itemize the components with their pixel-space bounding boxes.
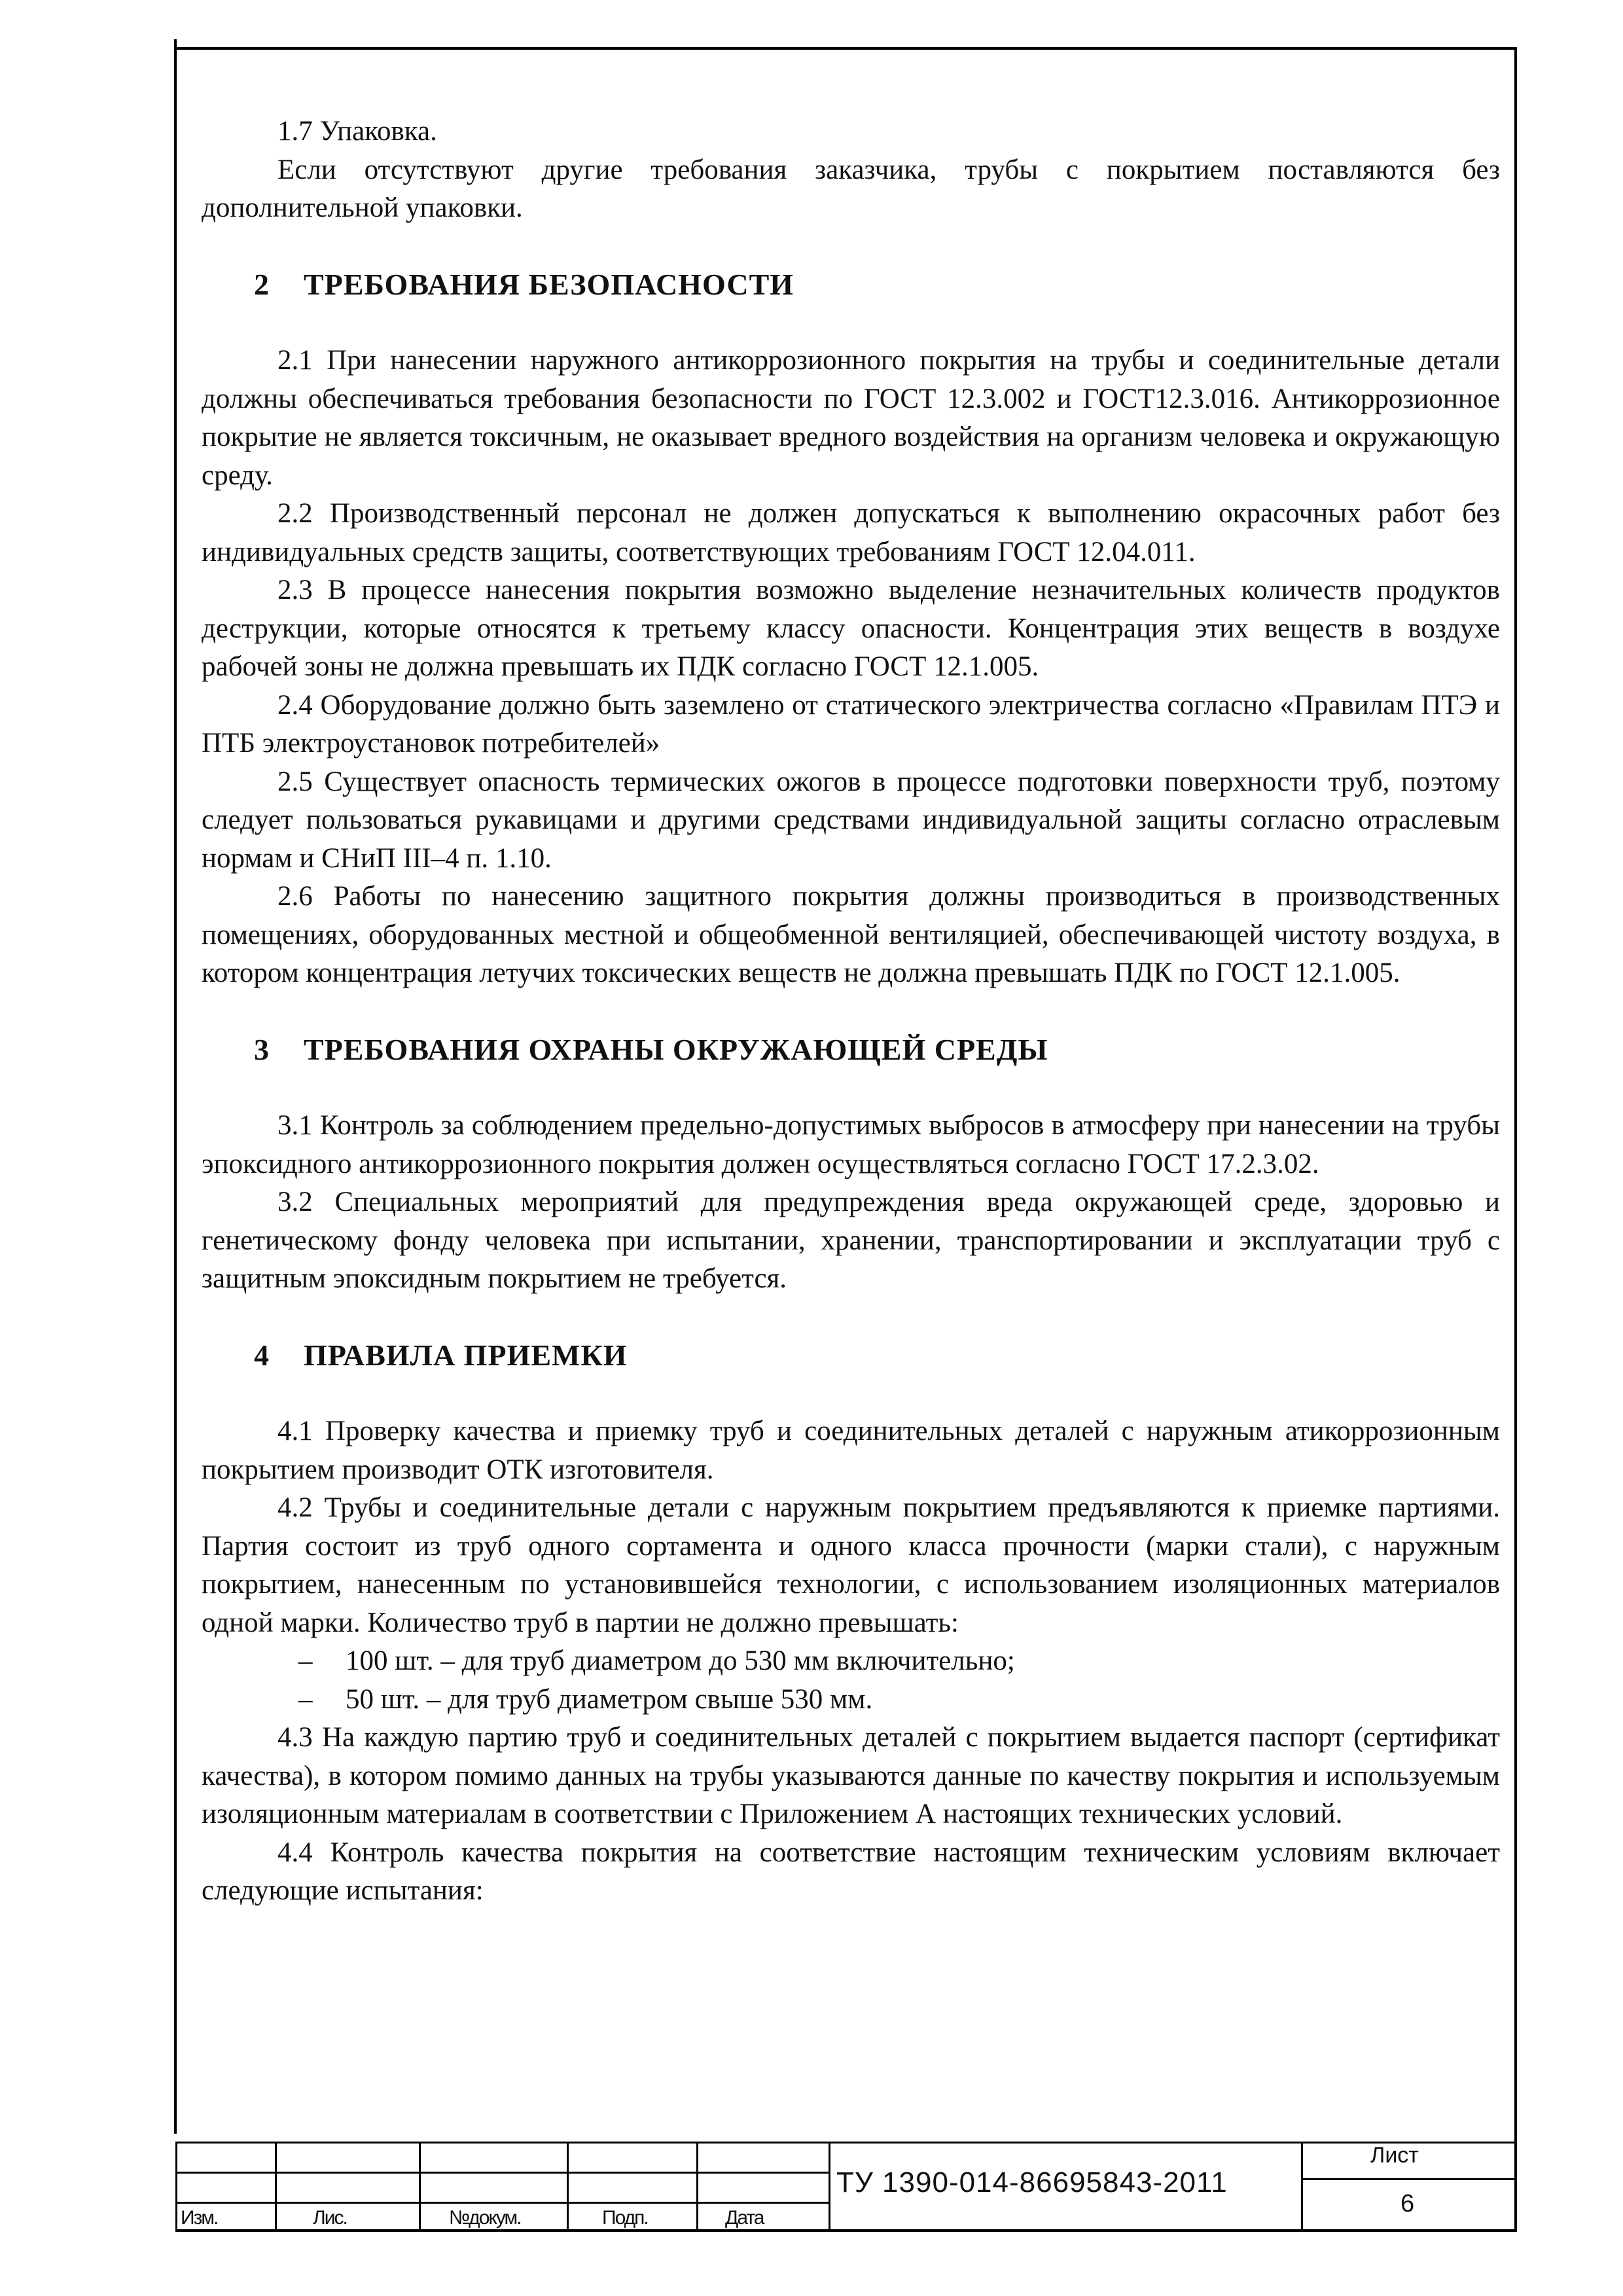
paragraph-4-1: 4.1 Проверку качества и приемку труб и соединительных деталей с наружным атикоррозионным покрытием производит ОТК изготовителя.: [202, 1416, 1500, 1485]
paragraph-2-2: 2.2 Производственный персонал не должен допускаться к выполнению окрасочных работ без индивидуальных средств защиты, соответствующих требованиям ГОСТ 12.04.011.: [202, 498, 1500, 567]
stamp-row-divider: [175, 2202, 830, 2204]
section-title: ТРЕБОВАНИЯ БЕЗОПАСНОСТИ: [304, 267, 794, 301]
stamp-label-docnum: №докум.: [449, 2207, 521, 2229]
stamp-label-change: Изм.: [181, 2207, 218, 2229]
section-heading-safety: [202, 266, 1500, 304]
stamp-col-line: [175, 2142, 177, 2232]
document-body: [202, 113, 1500, 1910]
sheet-number: 6: [1400, 2190, 1415, 2217]
paragraph-2-3: 2.3 В процессе нанесения покрытия возможно выделение незначительных количеств продуктов деструкции, которые относятся к третьему классу опасности. Концентрация этих веществ в воздухе рабочей зоны не должна превышать их ПДК согласно ГОСТ 12.1.005.: [202, 575, 1500, 682]
list-item-text: 50 шт. – для труб диаметром свыше 530 мм.: [346, 1683, 873, 1715]
stamp-col-line: [567, 2142, 569, 2232]
stamp-row-divider: [175, 2172, 830, 2174]
paragraph-2-4: 2.4 Оборудование должно быть заземлено от статического электричества согласно «Правилам ПТЭ и ПТБ электроустановок потребителей»: [202, 689, 1500, 759]
dash-bullet: –: [298, 1645, 313, 1676]
stamp-border-top: [175, 2142, 1517, 2144]
paragraph-4-3: 4.3 На каждую партию труб и соединительных деталей с покрытием выдается паспорт (сертификат качества), в котором помимо данных на трубы указываются данные по качеству покрытия и используемым изоляционным материалам в соответствии с Приложением А настоящих технических условий.: [202, 1722, 1500, 1829]
paragraph-4-4: 4.4 Контроль качества покрытия на соответствие настоящим техническим условиям включает следующие испытания:: [202, 1837, 1500, 1906]
document-number: ТУ 1390-014-86695843-2011: [836, 2166, 1228, 2198]
stamp-label-sheet: Лис.: [313, 2207, 347, 2229]
section-heading-environment: [202, 1031, 1500, 1069]
paragraph-2-5: 2.5 Существует опасность термических ожогов в процессе подготовки поверхности труб, поэтому следует пользоваться рукавицами и другими средствами индивидуальной защиты согласно отраслевым нормам и СНиП III–4 п. 1.10.: [202, 766, 1500, 874]
paragraph-3-1: 3.1 Контроль за соблюдением предельно-допустимых выбросов в атмосферу при нанесении на трубы эпоксидного антикоррозионного покрытия должен осуществляться согласно ГОСТ 17.2.3.02.: [202, 1110, 1500, 1179]
paragraph-packaging: Если отсутствуют другие требования заказчика, трубы с покрытием поставляются без дополнительной упаковки.: [202, 154, 1500, 223]
stamp-label-signature: Подп.: [602, 2207, 648, 2229]
stamp-col-line: [419, 2142, 421, 2232]
stamp-col-line: [696, 2142, 698, 2232]
stamp-col-line: [275, 2142, 277, 2232]
paragraph-3-2: 3.2 Специальных мероприятий для предупреждения вреда окружающей среде, здоровью и генетическому фонду человека при испытании, хранении, транспортировании и эксплуатации труб с защитным эпоксидным покрытием не требуется.: [202, 1187, 1500, 1294]
subsection-title-packaging: 1.7 Упаковка.: [277, 116, 437, 147]
stamp-col-line: [829, 2142, 830, 2232]
paragraph-2-6: 2.6 Работы по нанесению защитного покрытия должны производиться в производственных помещениях, оборудованных местной и общеобменной вентиляцией, обеспечивающей чистоту воздуха, в котором концентрация летучих токсических веществ не должна превышать ПДК по ГОСТ 12.1.005.: [202, 881, 1500, 988]
paragraph-4-2: 4.2 Трубы и соединительные детали с наружным покрытием предъявляются к приемке партиями. Партия состоит из труб одного сортамента и одного класса прочности (марки стали), с наружным покрытием, нанесенным по установившейся технологии, с использованием изоляционных материалов одной марки. Количество труб в партии не должно превышать:: [202, 1492, 1500, 1638]
list-item: [202, 1642, 1500, 1681]
list-item-text: 100 шт. – для труб диаметром до 530 мм включительно;: [346, 1645, 1015, 1676]
stamp-label-date: Дата: [725, 2207, 764, 2229]
section-number: 4: [254, 1338, 270, 1372]
section-number: 2: [254, 267, 270, 301]
sheet-label: Лист: [1370, 2143, 1419, 2168]
section-heading-acceptance: [202, 1336, 1500, 1375]
title-block-stamp: [175, 2142, 1517, 2232]
section-title: ПРАВИЛА ПРИЕМКИ: [304, 1338, 628, 1372]
paragraph-2-1: 2.1 При нанесении наружного антикоррозионного покрытия на трубы и соединительные детали должны обеспечиваться требования безопасности по ГОСТ 12.3.002 и ГОСТ12.3.016. Антикоррозионное покрытие не является токсичным, не оказывает вредного воздействия на организм человека и окружающую среду.: [202, 345, 1500, 491]
dash-bullet: –: [298, 1683, 313, 1715]
stamp-col-line: [1301, 2142, 1303, 2232]
stamp-sheet-divider: [1301, 2178, 1517, 2180]
section-number: 3: [254, 1032, 270, 1066]
section-title: ТРЕБОВАНИЯ ОХРАНЫ ОКРУЖАЮЩЕЙ СРЕДЫ: [304, 1032, 1048, 1066]
list-item: [202, 1681, 1500, 1719]
